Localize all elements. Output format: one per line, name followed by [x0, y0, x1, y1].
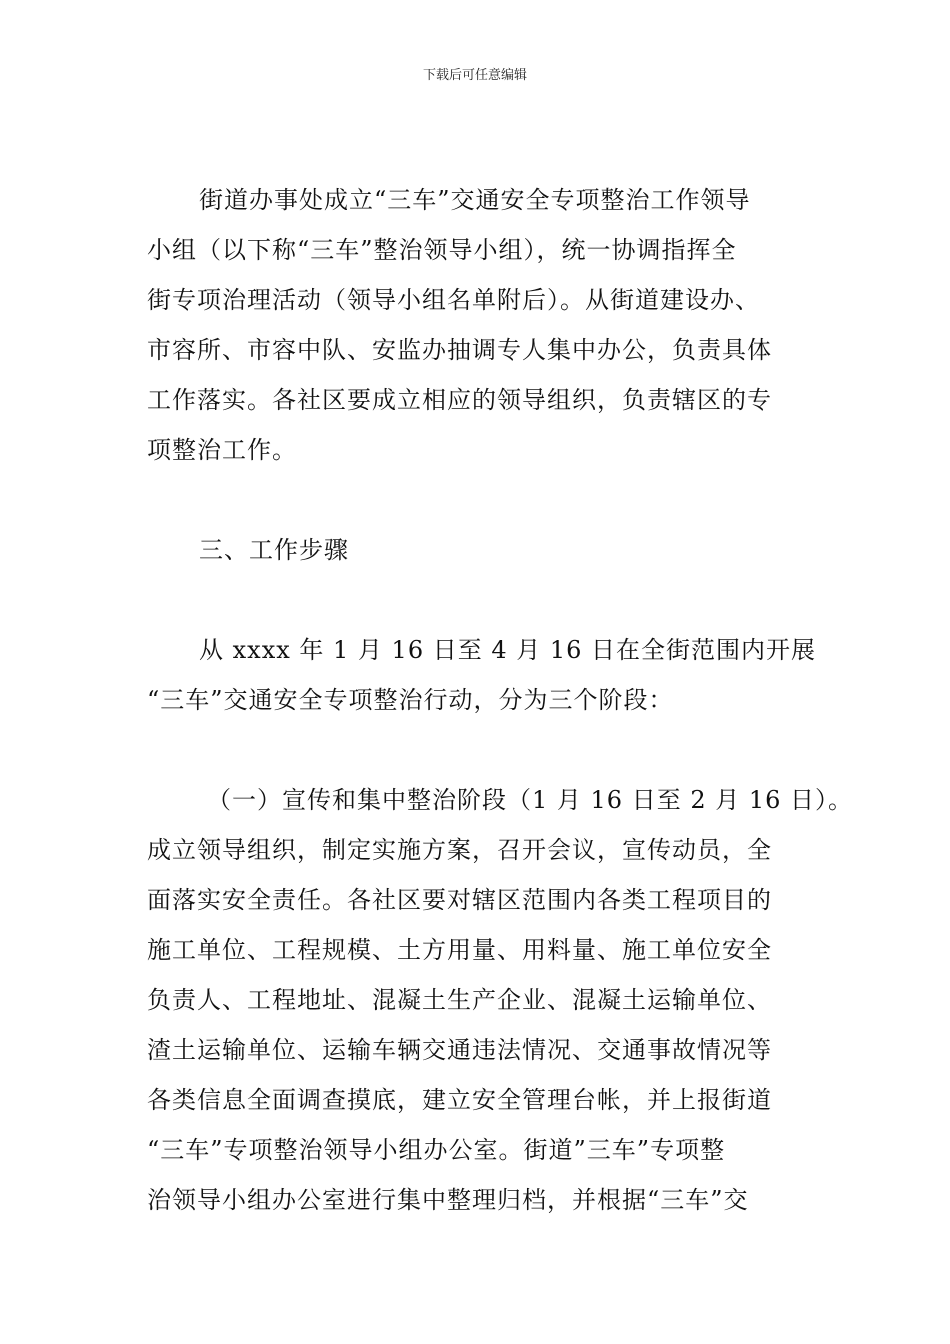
section-heading	[147, 525, 812, 575]
paragraph-leadership-group	[147, 175, 812, 475]
text-line: “三车”专项整治领导小组办公室。街道”三车”专项整	[147, 1136, 726, 1164]
text-line: 小组（以下称“三车”整治领导小组），统一协调指挥全	[147, 236, 737, 264]
text-line: 从 xxxx 年 1 月 16 日至 4 月 16 日在全街范围内开展	[199, 636, 817, 664]
text-line: 成立领导组织，制定实施方案，召开会议，宣传动员，全	[147, 836, 772, 864]
document-body	[147, 175, 854, 1225]
text-line: 街道办事处成立“三车”交通安全专项整治工作领导	[199, 186, 751, 214]
spacer	[147, 725, 812, 775]
paragraph-timeline	[147, 625, 817, 725]
text-line: （一）宣传和集中整治阶段（1 月 16 日至 2 月 16 日）。	[207, 786, 854, 814]
text-line: 各类信息全面调查摸底，建立安全管理台帐，并上报街道	[147, 1086, 772, 1114]
text-line: 施工单位、工程规模、土方用量、用料量、施工单位安全	[147, 936, 772, 964]
heading-text: 三、工作步骤	[199, 536, 349, 564]
text-line: 项整治工作。	[147, 436, 297, 464]
text-line: 街专项治理活动（领导小组名单附后）。从街道建设办、	[147, 286, 760, 314]
text-line: “三车”交通安全专项整治行动，分为三个阶段：	[147, 686, 674, 714]
page-header-note: 下载后可任意编辑	[422, 68, 527, 83]
text-line: 市容所、市容中队、安监办抽调专人集中办公，负责具体	[147, 336, 772, 364]
text-line: 负责人、工程地址、混凝土生产企业、混凝土运输单位、	[147, 986, 772, 1014]
spacer	[147, 575, 812, 625]
text-line: 工作落实。各社区要成立相应的领导组织，负责辖区的专	[147, 386, 772, 414]
paragraph-stage-one	[147, 775, 854, 1225]
text-line: 治领导小组办公室进行集中整理归档，并根据“三车”交	[147, 1186, 749, 1214]
spacer	[147, 475, 812, 525]
text-line: 面落实安全责任。各社区要对辖区范围内各类工程项目的	[147, 886, 772, 914]
text-line: 渣土运输单位、运输车辆交通违法情况、交通事故情况等	[147, 1036, 772, 1064]
